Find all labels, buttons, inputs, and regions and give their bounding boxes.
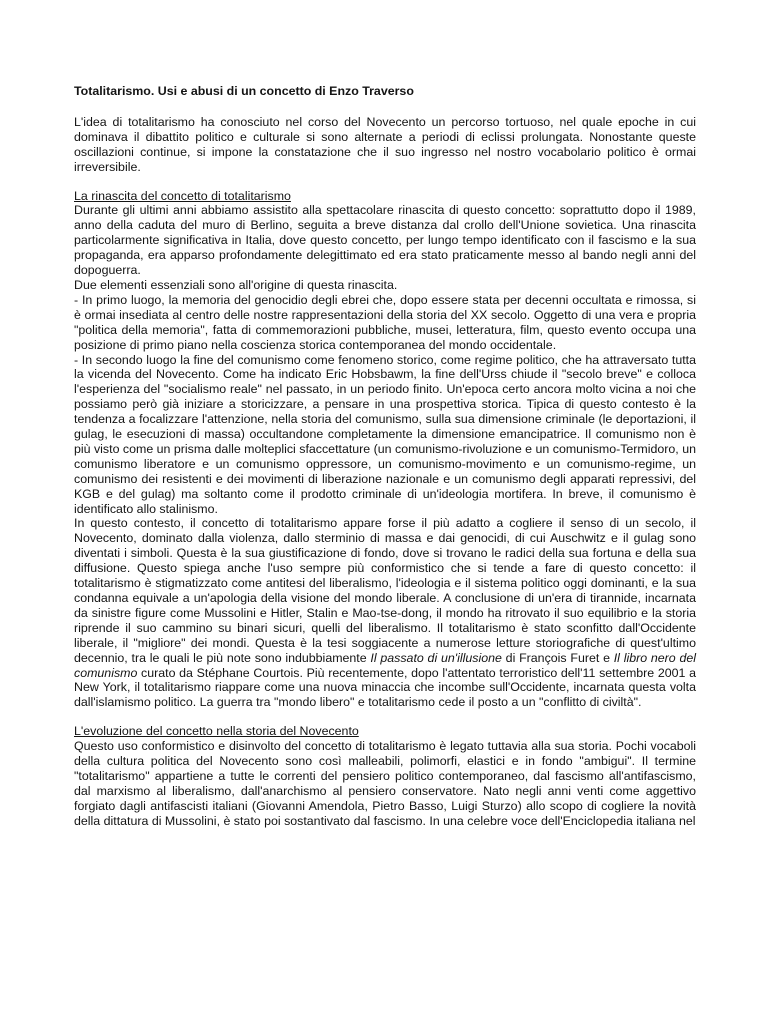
section1-p5-text-b: di François Furet e xyxy=(501,650,614,665)
section1-paragraph-1: Durante gli ultimi anni abbiamo assistito alla spettacolare rinascita di questo concetto: soprattutto dopo il 1989, anno della caduta del muro di Berlino, seguita a breve distanza dal crollo dell'Unione sovietica. Una rinascita particolarmente significativa in Italia, dove questo concetto, per lungo tempo identificato con il fascismo e la sua propaganda, era apparso profondamente delegittimato ed era stato praticamente messo al bando negli anni del dopoguerra. xyxy=(74,203,696,278)
document-title: Totalitarismo. Usi e abusi di un concetto di Enzo Traverso xyxy=(74,84,414,98)
book-title-passato: Il passato di un'illusione xyxy=(370,650,502,665)
section1-paragraph-3: - In primo luogo, la memoria del genocidio degli ebrei che, dopo essere stata per decenni occultata e rimossa, si è ormai insediata al centro delle nostre rappresentazioni della storia del XX secolo. Oggetto di una vera e propria "politica della memoria", fatta di commemorazioni pubbliche, musei, letteratura, film, questo evento occupa una posizione di primo piano nella coscienza storica contemporanea del mondo occidentale. xyxy=(74,292,696,352)
section1-paragraph-5 xyxy=(74,516,696,710)
section1-paragraph-2: Due elementi essenziali sono all'origine di questa rinascita. xyxy=(74,277,398,292)
section1-p5-text-c: curato da Stéphane Courtois. Più recentemente, dopo l'attentato terroristico dell'11 settembre 2001 a New York, il totalitarismo riappare come una nuova minaccia che incombe sull'Occidente, incarnata questa volta dall'islamismo politico. La guerra tra "mondo libero" e totalitarismo cede il posto a un "conflitto di civiltà". xyxy=(74,665,696,710)
document-page xyxy=(74,84,696,829)
section1-p5-text-a: In questo contesto, il concetto di totalitarismo appare forse il più adatto a cogliere il senso di un secolo, il Novecento, dominato dalla violenza, dallo sterminio di massa e dai genocidi, di cui Auschwitz e il gulag sono diventati i simboli. Questa è la sua giustificazione di fondo, dove si trovano le radici della sua fortuna e della sua diffusione. Questo spiega anche l'uso sempre più conformistico che si tende a fare di questo concetto: il totalitarismo è stigmatizzato come antitesi del liberalismo, l'ideologia e il sistema politico oggi dominanti, e la sua condanna equivale a un'apologia della visione del mondo liberale. A conclusione di un'era di tirannide, incarnata da sinistre figure come Mussolini e Hitler, Stalin e Mao-tse-dong, il mondo ha ritrovato il suo equilibrio e la storia riprende il suo cammino su binari sicuri, quelli del liberalismo. Il totalitarismo è stato sconfitto dall'Occidente liberale, il "migliore" dei mondi. Questa è la tesi soggiacente a numerose letture storiografiche di quest'ultimo decennio, tra le quali le più note sono indubbiamente xyxy=(74,516,696,665)
intro-paragraph: L'idea di totalitarismo ha conosciuto nel corso del Novecento un percorso tortuoso, nel quale epoche in cui dominava il dibattito politico e culturale si sono alternate a periodi di eclissi prolungata. Nonostante queste oscillazioni continue, si impone la constatazione che il suo ingresso nel nostro vocabolario politico è ormai irreversibile. xyxy=(74,114,696,174)
section-heading-evoluzione: L'evoluzione del concetto nella storia del Novecento xyxy=(74,724,359,739)
section-heading-rinascita: La rinascita del concetto di totalitarismo xyxy=(74,188,291,203)
paragraph-gap xyxy=(74,175,696,189)
section2-paragraph-1: Questo uso conformistico e disinvolto del concetto di totalitarismo è legato tuttavia alla sua storia. Pochi vocaboli della cultura politica del Novecento sono così malleabili, polimorfi, elastici e in fondo "ambigui". Il termine "totalitarismo" appartiene a tutte le correnti del pensiero politico contemporaneo, dal fascismo all'antifascismo, dal marxismo al liberalismo, dall'anarchismo al pensiero conservatore. Nato negli anni venti come aggettivo forgiato dagli antifascisti italiani (Giovanni Amendola, Pietro Basso, Luigi Sturzo) allo scopo di cogliere la novità della dittatura di Mussolini, è stato poi sostantivato dal fascismo. In una celebre voce dell'Enciclopedia italiana nel xyxy=(74,739,696,828)
paragraph-gap xyxy=(74,710,696,724)
section1-paragraph-4: - In secondo luogo la fine del comunismo come fenomeno storico, come regime politico, che ha attraversato tutta la vicenda del Novecento. Come ha indicato Eric Hobsbawm, la fine dell'Urss chiude il "secolo breve" e colloca l'esperienza del "socialismo reale" nel passato, in un periodo finito. Un'epoca certo ancora molto vicina a noi che possiamo però già iniziare a storicizzare, a pensare in una prospettiva storica. Tipica di questo contesto è la tendenza a focalizzare l'attenzione, nella storia del comunismo, sulla sua dimensione criminale (le deportazioni, il gulag, le esecuzioni di massa) occultandone completamente la dimensione emancipatrice. Il comunismo non è più visto come un prisma dalle molteplici sfaccettature (un comunismo-rivoluzione e un comunismo-Termidoro, un comunismo liberatore e un comunismo oppressore, un comunismo-movimento e un comunismo-regime, un comunismo dei resistenti e dei movimenti di liberazione nazionale e un comunismo degli apparati repressivi, del KGB e del gulag) ma soltanto come il prodotto criminale di un'ideologia mortifera. In breve, il comunismo è identificato allo stalinismo. xyxy=(74,352,696,516)
book-title-libro-nero: Il libro nero del comunismo xyxy=(74,650,696,680)
